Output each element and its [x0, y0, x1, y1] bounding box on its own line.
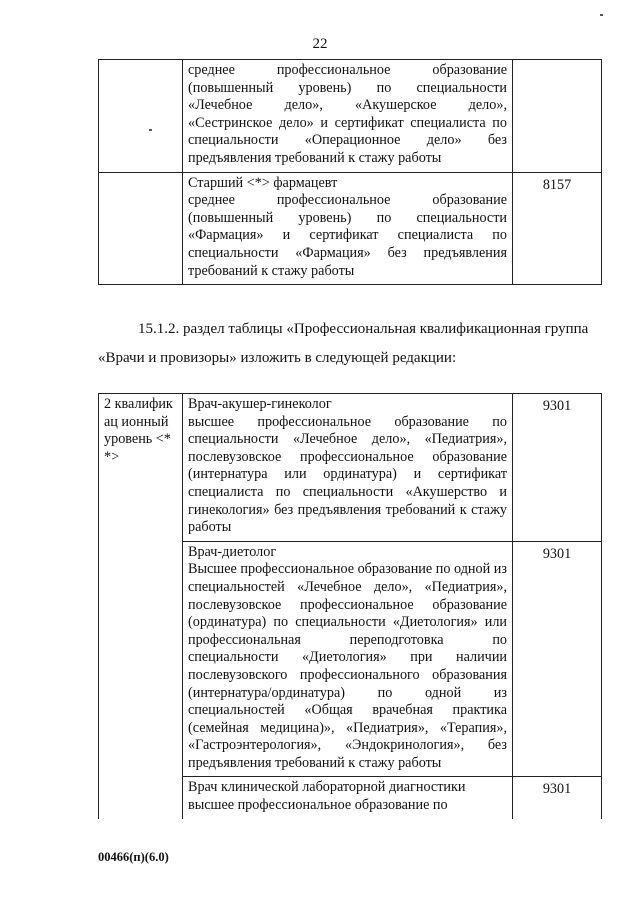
position-cell	[183, 60, 513, 173]
table-row	[99, 172, 602, 285]
scan-mark	[600, 14, 603, 16]
position-title: Врач-диетолог	[188, 543, 277, 560]
code-cell	[513, 60, 602, 173]
doctors-qualification-table	[98, 393, 602, 819]
code-cell: 9301	[513, 541, 602, 777]
position-title: Старший <*> фармацевт	[188, 174, 338, 191]
position-description: среднее профессиональное образование (повышенный уровень) по специальности «Фармация» и сертификат специалиста по специальности «Фармация» без предъявления требований к стажу работы	[188, 192, 507, 279]
paragraph-line: «Врачи и провизоры» изложить в следующей редакции:	[98, 350, 457, 366]
document-code: 00466(п)(6.0)	[98, 850, 169, 864]
table-row	[99, 60, 602, 173]
amendment-paragraph	[98, 315, 601, 373]
position-cell	[183, 541, 513, 777]
paragraph-line: 15.1.2. раздел таблицы «Профессиональная квалификационная группа	[138, 321, 589, 337]
position-description: высшее профессиональное образование по специальности «Лечебное дело», «Педиатрия», послевузовское профессиональное образование (интернатура или ординатура) и сертификат специалиста по специальности «Акушерство и гинекология» без предъявления требований к стажу работы	[188, 413, 507, 536]
code-cell: 9301	[513, 777, 602, 819]
position-description: Высшее профессиональное образование по одной из специальностей «Лечебное дело», «Педиатрия», послевузовское профессиональное образование (ординатура) по специальности «Диетология» или профессиональная переподготовка по специальности «Диетология» при наличии послевузовского профессионального образования (интернатура/ординатура) по одной из специальностей «Общая врачебная практика (семейная медицина)», «Педиатрия», «Терапия», «Гастроэнтерология», «Эндокринология», без предъявления требований к стажу работы	[188, 561, 507, 771]
qualification-table-continued	[98, 59, 602, 285]
position-description: высшее профессиональное образование по	[188, 797, 448, 814]
position-cell	[183, 394, 513, 542]
code-cell: 8157	[513, 172, 602, 285]
table-row	[99, 394, 602, 542]
position-title: Врач-акушер-гинеколог	[188, 396, 332, 412]
level-cell	[99, 60, 183, 173]
position-cell	[183, 777, 513, 819]
position-cell	[183, 172, 513, 285]
code-cell: 9301	[513, 394, 602, 542]
qualification-level-cell: 2 квалификац ионный уровень <**>	[99, 394, 183, 819]
page-number: 22	[312, 36, 328, 52]
level-cell	[99, 172, 183, 285]
position-title: Врач клинической лабораторной диагностики	[188, 779, 466, 796]
position-description: среднее профессиональное образование (повышенный уровень) по специальности «Лечебное дело», «Акушерское дело», «Сестринское дело» и сертификат специалиста по специальности «Операционное дело» без предъявления требований к стажу работы	[188, 62, 507, 166]
